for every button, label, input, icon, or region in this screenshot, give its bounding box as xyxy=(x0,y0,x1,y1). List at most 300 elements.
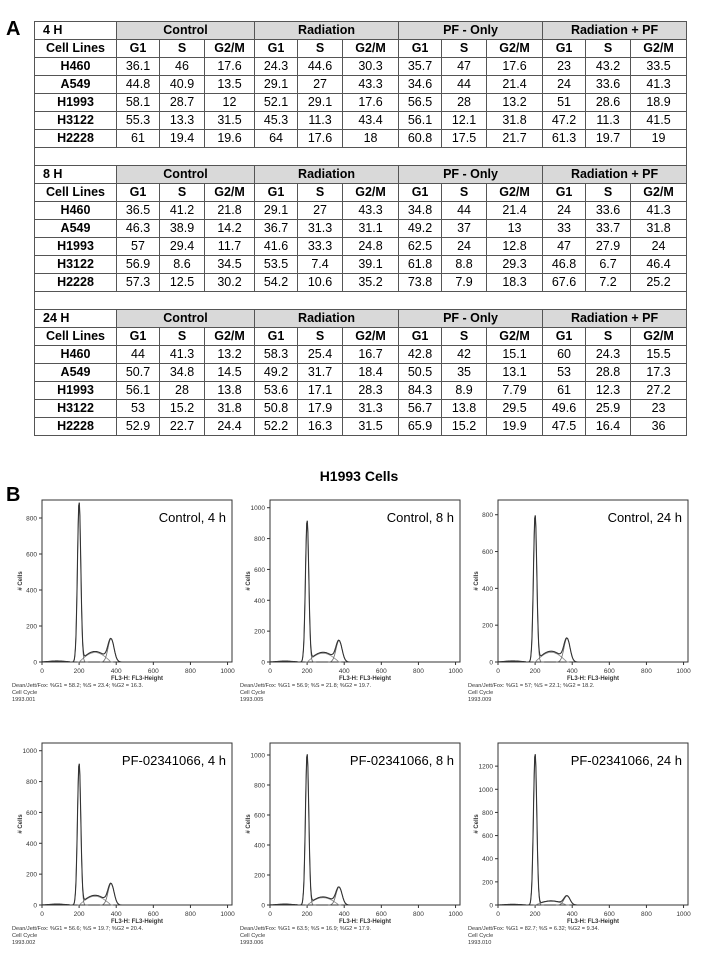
table-cell: 24 xyxy=(631,238,687,256)
x-tick-label: 0 xyxy=(268,911,272,918)
cell-lines-header: Cell Lines xyxy=(35,184,117,202)
figure-b-title: H1993 Cells xyxy=(319,468,399,484)
table-cell: 24.3 xyxy=(255,58,298,76)
table-cell: 28 xyxy=(160,382,205,400)
table-cell: 28.8 xyxy=(586,364,631,382)
time-label: 24 H xyxy=(35,310,117,328)
x-tick-label: 800 xyxy=(641,668,652,675)
group-header: Radiation + PF xyxy=(543,166,687,184)
table-cell: 19.9 xyxy=(487,418,543,436)
cell-line-name: A549 xyxy=(35,76,117,94)
fit-summary: Dean/Jett/Fox: %G1 = 56.6; %S = 19.7; %G2 = 20.4. xyxy=(12,926,144,932)
table-cell: 52.1 xyxy=(255,94,298,112)
cell-line-name: H3122 xyxy=(35,112,117,130)
table-cell: 15.2 xyxy=(442,418,487,436)
table-cell: 7.79 xyxy=(487,382,543,400)
x-tick-label: 0 xyxy=(268,668,272,675)
table-cell: 50.5 xyxy=(399,364,442,382)
table-cell: 36 xyxy=(631,418,687,436)
table-cell: 13.3 xyxy=(160,112,205,130)
table-cell: 13.8 xyxy=(442,400,487,418)
y-tick-label: 400 xyxy=(254,597,265,605)
table-cell: 23 xyxy=(543,58,586,76)
phase-header: S xyxy=(160,184,205,202)
group-header: PF - Only xyxy=(399,22,543,40)
table-cell: 39.1 xyxy=(343,256,399,274)
panel-a-label: A xyxy=(6,18,21,40)
time-label: 8 H xyxy=(35,166,117,184)
table-cell: 28.6 xyxy=(586,94,631,112)
table-cell: 61 xyxy=(543,382,586,400)
y-tick-label: 400 xyxy=(254,842,265,850)
y-tick-label: 200 xyxy=(482,879,493,887)
footer-cell-cycle: Cell Cycle xyxy=(468,933,494,939)
table-cell: 29.3 xyxy=(487,256,543,274)
y-tick-label: 200 xyxy=(482,622,493,630)
table-cell: 12.3 xyxy=(586,382,631,400)
table-cell: 17.5 xyxy=(442,130,487,148)
x-axis-label: FL3-H: FL3-Height xyxy=(567,676,619,682)
group-header: Control xyxy=(117,22,255,40)
y-tick-label: 600 xyxy=(254,566,265,574)
phase-header: G2/M xyxy=(343,40,399,58)
table-cell: 13.5 xyxy=(205,76,255,94)
y-tick-label: 600 xyxy=(26,551,37,559)
table-cell: 47 xyxy=(543,238,586,256)
phase-header: G1 xyxy=(543,40,586,58)
x-tick-label: 600 xyxy=(147,911,159,918)
y-axis-label: # Cells xyxy=(474,571,480,591)
x-tick-label: 0 xyxy=(40,911,44,918)
y-tick-label: 800 xyxy=(26,779,37,787)
table-row xyxy=(35,220,687,238)
table-cell: 27 xyxy=(298,202,343,220)
table-row xyxy=(35,256,687,274)
y-tick-label: 400 xyxy=(26,587,37,595)
table-cell: 19.7 xyxy=(586,130,631,148)
table-cell: 47.5 xyxy=(543,418,586,436)
table-cell: 56.1 xyxy=(117,382,160,400)
table-cell: 33.6 xyxy=(586,76,631,94)
table-cell: 34.6 xyxy=(399,76,442,94)
cell-cycle-histogram xyxy=(238,735,468,955)
table-row xyxy=(35,400,687,418)
y-tick-label: 0 xyxy=(33,659,37,667)
table-cell: 41.3 xyxy=(160,346,205,364)
phase-header: G2/M xyxy=(487,328,543,346)
table-cell: 13.8 xyxy=(205,382,255,400)
table-cell: 19 xyxy=(631,130,687,148)
x-tick-label: 1000 xyxy=(676,668,691,675)
table-cell: 46.8 xyxy=(543,256,586,274)
table-cell: 17.1 xyxy=(298,382,343,400)
footer-cell-cycle: Cell Cycle xyxy=(12,690,38,696)
table-cell: 61 xyxy=(117,130,160,148)
table-cell: 58.1 xyxy=(117,94,160,112)
table-cell: 31.1 xyxy=(343,220,399,238)
group-header: Radiation xyxy=(255,310,399,328)
table-cell: 40.9 xyxy=(160,76,205,94)
phase-header: S xyxy=(586,184,631,202)
y-tick-label: 1000 xyxy=(478,786,493,794)
table-cell: 49.6 xyxy=(543,400,586,418)
table-row xyxy=(35,202,687,220)
cell-cycle-histogram xyxy=(10,492,240,712)
table-cell: 12.5 xyxy=(160,274,205,292)
table-cell: 16.7 xyxy=(343,346,399,364)
table-cell: 56.9 xyxy=(117,256,160,274)
table-cell: 24.4 xyxy=(205,418,255,436)
x-tick-label: 800 xyxy=(641,911,652,918)
y-tick-label: 800 xyxy=(254,782,265,790)
table-cell: 43.3 xyxy=(343,202,399,220)
table-cell: 31.8 xyxy=(631,220,687,238)
cell-line-name: H460 xyxy=(35,202,117,220)
table-cell: 31.8 xyxy=(487,112,543,130)
table-cell: 21.4 xyxy=(487,202,543,220)
y-tick-label: 200 xyxy=(26,623,37,631)
group-header: PF - Only xyxy=(399,166,543,184)
table-cell: 11.3 xyxy=(586,112,631,130)
footer-cell-cycle: Cell Cycle xyxy=(240,933,266,939)
table-cell: 12 xyxy=(205,94,255,112)
x-tick-label: 1000 xyxy=(220,911,235,918)
table-cell: 24 xyxy=(442,238,487,256)
cell-line-name: H460 xyxy=(35,346,117,364)
table-cell: 35.2 xyxy=(343,274,399,292)
table-cell: 36.5 xyxy=(117,202,160,220)
x-tick-label: 200 xyxy=(529,911,541,918)
histogram-svg xyxy=(10,492,240,707)
table-cell: 41.3 xyxy=(631,202,687,220)
table-cell: 31.7 xyxy=(298,364,343,382)
table-cell: 25.4 xyxy=(298,346,343,364)
table-cell: 43.2 xyxy=(586,58,631,76)
x-tick-label: 600 xyxy=(147,668,159,675)
fit-summary: Dean/Jett/Fox: %G1 = 56.9; %S = 21.8; %G2 = 19.7. xyxy=(240,683,372,689)
phase-header: S xyxy=(298,40,343,58)
table-cell: 18 xyxy=(343,130,399,148)
y-axis-label: # Cells xyxy=(474,814,480,834)
table-cell: 56.7 xyxy=(399,400,442,418)
table-cell: 53 xyxy=(117,400,160,418)
group-header: Control xyxy=(117,310,255,328)
table-cell: 27.9 xyxy=(586,238,631,256)
table-cell: 8.9 xyxy=(442,382,487,400)
histogram-svg xyxy=(238,492,468,707)
table-spacer-row xyxy=(35,148,687,166)
table-row xyxy=(35,274,687,292)
table-cell: 10.6 xyxy=(298,274,343,292)
x-tick-label: 0 xyxy=(40,668,44,675)
y-tick-label: 400 xyxy=(482,856,493,864)
table-cell: 46.3 xyxy=(117,220,160,238)
table-cell: 14.2 xyxy=(205,220,255,238)
phase-header: S xyxy=(442,40,487,58)
x-tick-label: 1000 xyxy=(676,911,691,918)
cell-lines-header: Cell Lines xyxy=(35,40,117,58)
table-cell: 44 xyxy=(442,202,487,220)
y-tick-label: 0 xyxy=(33,902,37,910)
y-tick-label: 1000 xyxy=(250,505,265,513)
table-row xyxy=(35,130,687,148)
table-cell: 54.2 xyxy=(255,274,298,292)
phase-header: G1 xyxy=(255,40,298,58)
table-cell: 19.4 xyxy=(160,130,205,148)
histogram-panel-label: Control, 8 h xyxy=(386,510,454,525)
table-cell: 17.9 xyxy=(298,400,343,418)
table-cell: 73.8 xyxy=(399,274,442,292)
cell-line-name: H1993 xyxy=(35,382,117,400)
cell-line-name: H2228 xyxy=(35,274,117,292)
table-cell: 41.5 xyxy=(631,112,687,130)
group-header: Radiation + PF xyxy=(543,310,687,328)
y-tick-label: 200 xyxy=(254,628,265,636)
x-axis-label: FL3-H: FL3-Height xyxy=(339,919,391,925)
x-tick-label: 400 xyxy=(110,668,122,675)
table-cell: 27.2 xyxy=(631,382,687,400)
y-axis-label: # Cells xyxy=(18,814,24,834)
phase-header-row xyxy=(35,40,687,58)
x-tick-label: 800 xyxy=(413,668,424,675)
phase-header: G2/M xyxy=(343,328,399,346)
table-cell: 17.6 xyxy=(205,58,255,76)
table-spacer-row xyxy=(35,292,687,310)
table-cell: 8.8 xyxy=(442,256,487,274)
table-cell: 43.4 xyxy=(343,112,399,130)
y-tick-label: 400 xyxy=(26,840,37,848)
phase-header: G1 xyxy=(255,184,298,202)
histogram-panel-label: Control, 24 h xyxy=(607,510,682,525)
y-tick-label: 1200 xyxy=(478,763,493,771)
x-tick-label: 200 xyxy=(301,668,313,675)
table-cell: 15.5 xyxy=(631,346,687,364)
phase-header: G2/M xyxy=(205,40,255,58)
y-tick-label: 800 xyxy=(26,515,37,523)
phase-header: G2/M xyxy=(631,40,687,58)
phase-header: G1 xyxy=(543,184,586,202)
table-cell: 17.6 xyxy=(343,94,399,112)
phase-header: G1 xyxy=(117,184,160,202)
table-cell: 31.5 xyxy=(343,418,399,436)
fit-summary: Dean/Jett/Fox: %G1 = 57; %S = 22.1; %G2 = 18.2. xyxy=(468,683,595,689)
y-axis-label: # Cells xyxy=(18,571,24,591)
table-cell: 43.3 xyxy=(343,76,399,94)
panel-b-label: B xyxy=(6,484,21,506)
cell-cycle-histogram xyxy=(10,735,240,955)
histogram-panel-label: PF-02341066, 4 h xyxy=(121,753,226,768)
x-tick-label: 0 xyxy=(496,668,500,675)
table-cell: 50.8 xyxy=(255,400,298,418)
table-cell: 42.8 xyxy=(399,346,442,364)
phase-header: S xyxy=(160,40,205,58)
table-cell: 34.5 xyxy=(205,256,255,274)
phase-header: G2/M xyxy=(487,184,543,202)
table-cell: 55.3 xyxy=(117,112,160,130)
table-cell: 15.1 xyxy=(487,346,543,364)
cell-cycle-histogram xyxy=(238,492,468,712)
x-tick-label: 800 xyxy=(185,668,196,675)
table-cell: 67.6 xyxy=(543,274,586,292)
table-cell: 18.9 xyxy=(631,94,687,112)
x-tick-label: 200 xyxy=(73,911,85,918)
sample-id: 1993.006 xyxy=(240,940,264,946)
phase-header: G1 xyxy=(399,40,442,58)
sample-id: 1993.002 xyxy=(12,940,36,946)
table-cell: 16.3 xyxy=(298,418,343,436)
histogram-svg xyxy=(238,735,468,950)
table-cell: 56.5 xyxy=(399,94,442,112)
time-header-row xyxy=(35,166,687,184)
table-cell: 49.2 xyxy=(255,364,298,382)
table-cell: 61.3 xyxy=(543,130,586,148)
table-cell: 33 xyxy=(543,220,586,238)
table-cell: 44.8 xyxy=(117,76,160,94)
table-cell: 64 xyxy=(255,130,298,148)
table-row xyxy=(35,346,687,364)
table-cell: 44 xyxy=(442,76,487,94)
y-tick-label: 0 xyxy=(489,659,493,667)
y-tick-label: 1000 xyxy=(22,748,37,756)
cell-line-name: A549 xyxy=(35,220,117,238)
table-cell: 61.8 xyxy=(399,256,442,274)
y-axis-label: # Cells xyxy=(246,814,252,834)
histogram-panel-label: Control, 4 h xyxy=(158,510,226,525)
table-cell: 24 xyxy=(543,202,586,220)
table-cell: 19.6 xyxy=(205,130,255,148)
table-cell: 46.4 xyxy=(631,256,687,274)
table-row xyxy=(35,58,687,76)
table-row xyxy=(35,112,687,130)
sample-id: 1993.010 xyxy=(468,940,492,946)
table-cell: 24.8 xyxy=(343,238,399,256)
table-cell: 52.2 xyxy=(255,418,298,436)
table-cell: 44 xyxy=(117,346,160,364)
fit-summary: Dean/Jett/Fox: %G1 = 63.5; %S = 16.9; %G2 = 17.9. xyxy=(240,926,372,932)
table-cell: 13 xyxy=(487,220,543,238)
phase-header: S xyxy=(586,328,631,346)
table-cell: 7.4 xyxy=(298,256,343,274)
phase-header: G2/M xyxy=(343,184,399,202)
phase-header: S xyxy=(160,328,205,346)
table-cell: 57.3 xyxy=(117,274,160,292)
table-cell: 33.7 xyxy=(586,220,631,238)
table-cell: 53 xyxy=(543,364,586,382)
table-cell: 46 xyxy=(160,58,205,76)
table-cell: 42 xyxy=(442,346,487,364)
phase-header: S xyxy=(586,40,631,58)
cell-line-name: H3122 xyxy=(35,400,117,418)
table-cell: 7.2 xyxy=(586,274,631,292)
table-cell: 56.1 xyxy=(399,112,442,130)
y-tick-label: 1000 xyxy=(250,752,265,760)
phase-header: G2/M xyxy=(205,328,255,346)
cell-line-name: A549 xyxy=(35,364,117,382)
table-cell: 18.3 xyxy=(487,274,543,292)
table-cell: 62.5 xyxy=(399,238,442,256)
x-tick-label: 400 xyxy=(338,668,350,675)
table-cell: 37 xyxy=(442,220,487,238)
table-cell: 18.4 xyxy=(343,364,399,382)
phase-header: G1 xyxy=(255,328,298,346)
x-tick-label: 600 xyxy=(375,911,387,918)
x-axis-label: FL3-H: FL3-Height xyxy=(111,919,163,925)
table-cell: 35 xyxy=(442,364,487,382)
footer-cell-cycle: Cell Cycle xyxy=(12,933,38,939)
cell-line-name: H2228 xyxy=(35,130,117,148)
x-tick-label: 400 xyxy=(566,911,578,918)
x-tick-label: 200 xyxy=(301,911,313,918)
table-cell: 13.1 xyxy=(487,364,543,382)
y-tick-label: 600 xyxy=(482,833,493,841)
cell-line-name: H3122 xyxy=(35,256,117,274)
cell-cycle-histogram xyxy=(466,735,696,955)
y-tick-label: 0 xyxy=(261,902,265,910)
group-header: PF - Only xyxy=(399,310,543,328)
table-cell: 29.1 xyxy=(298,94,343,112)
table-cell: 41.3 xyxy=(631,76,687,94)
table-cell: 21.4 xyxy=(487,76,543,94)
table-cell: 50.7 xyxy=(117,364,160,382)
fit-summary: Dean/Jett/Fox: %G1 = 82.7; %S = 6.32; %G2 = 9.34. xyxy=(468,926,600,932)
y-tick-label: 600 xyxy=(26,809,37,817)
y-tick-label: 400 xyxy=(482,585,493,593)
y-tick-label: 800 xyxy=(482,809,493,817)
table-cell: 17.3 xyxy=(631,364,687,382)
table-cell: 17.6 xyxy=(487,58,543,76)
sample-id: 1993.005 xyxy=(240,697,264,703)
group-header: Control xyxy=(117,166,255,184)
cell-line-name: H1993 xyxy=(35,94,117,112)
group-header: Radiation + PF xyxy=(543,22,687,40)
x-tick-label: 200 xyxy=(73,668,85,675)
table-cell: 22.7 xyxy=(160,418,205,436)
table-cell: 29.4 xyxy=(160,238,205,256)
y-tick-label: 200 xyxy=(26,871,37,879)
table-cell: 11.3 xyxy=(298,112,343,130)
table-row xyxy=(35,382,687,400)
table-cell: 21.8 xyxy=(205,202,255,220)
table-cell: 60 xyxy=(543,346,586,364)
phase-header: G2/M xyxy=(205,184,255,202)
table-cell: 24.3 xyxy=(586,346,631,364)
phase-header: G1 xyxy=(117,328,160,346)
phase-header: G2/M xyxy=(631,328,687,346)
group-header: Radiation xyxy=(255,166,399,184)
x-tick-label: 1000 xyxy=(448,668,463,675)
phase-header: G2/M xyxy=(631,184,687,202)
table-cell: 31.3 xyxy=(298,220,343,238)
y-tick-label: 800 xyxy=(254,536,265,544)
sample-id: 1993.009 xyxy=(468,697,492,703)
footer-cell-cycle: Cell Cycle xyxy=(468,690,494,696)
table-cell: 8.6 xyxy=(160,256,205,274)
y-tick-label: 600 xyxy=(482,549,493,557)
table-cell: 31.3 xyxy=(343,400,399,418)
cell-line-name: H2228 xyxy=(35,418,117,436)
table-cell: 33.3 xyxy=(298,238,343,256)
x-tick-label: 1000 xyxy=(220,668,235,675)
phase-header: S xyxy=(442,184,487,202)
table-cell: 13.2 xyxy=(487,94,543,112)
table-cell: 57 xyxy=(117,238,160,256)
x-tick-label: 200 xyxy=(529,668,541,675)
table-cell: 27 xyxy=(298,76,343,94)
table-cell: 24 xyxy=(543,76,586,94)
table-cell: 35.7 xyxy=(399,58,442,76)
sample-id: 1993.001 xyxy=(12,697,36,703)
phase-header-row xyxy=(35,184,687,202)
